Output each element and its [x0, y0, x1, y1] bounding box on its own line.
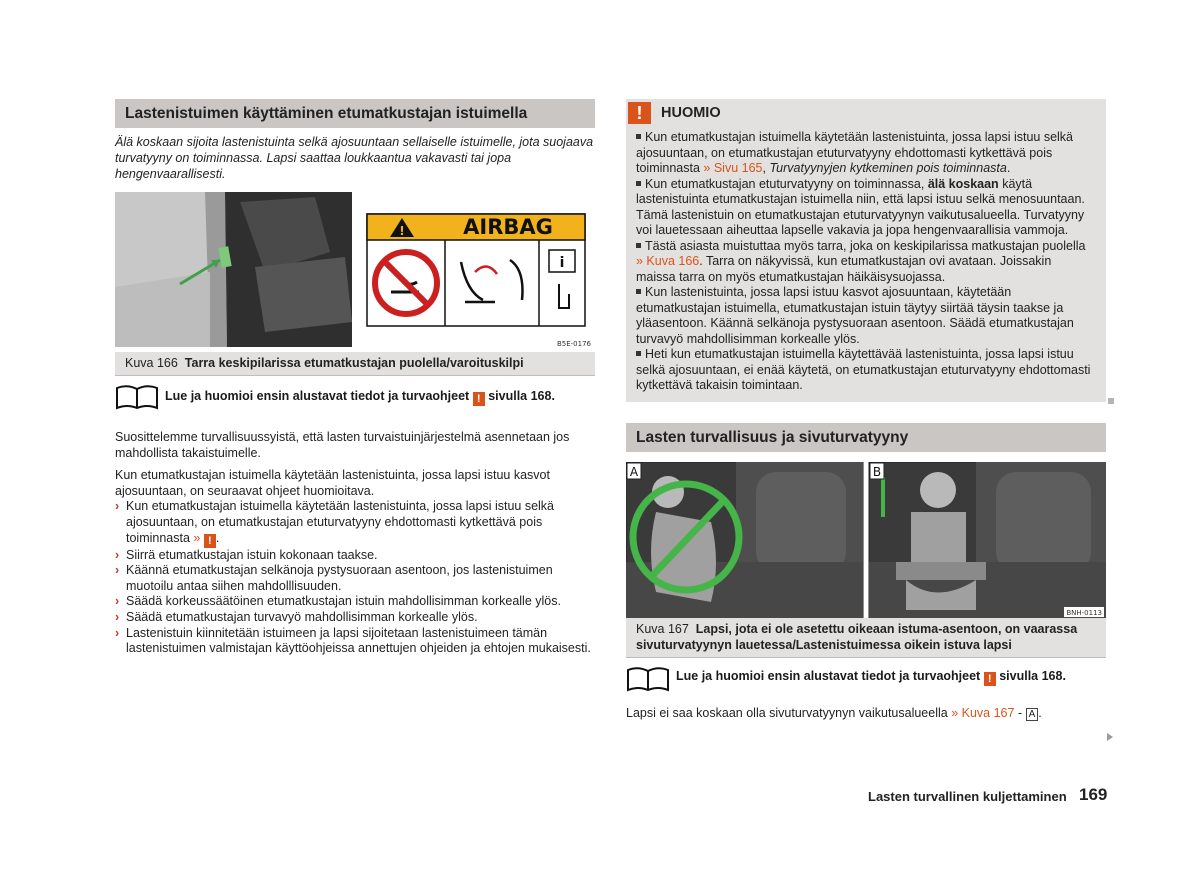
step-arrow-icon: ›: [115, 499, 120, 514]
note-text: Lue ja huomioi ensin alustavat tiedot ja turvaohjeet: [165, 389, 470, 403]
warning-item: Kun etumatkustajan etuturvatyyny on toiminnassa, älä koskaan käytä lastenistuinta etumatkustajan istuimella niin, että lapsi istuu selkä menosuuntaan. Tämä lastenistuin on etumatkustajan etuturvatyynyn vaikutusalueella. Turvatyyny voi lauetessaan aiheuttaa lapselle vakavia ja jopa hengenvaarallisia vammoja.: [636, 176, 1085, 237]
warning-box: [626, 99, 1106, 402]
figure-166-image: [115, 192, 595, 352]
step-item: › Kun etumatkustajan istuimella käytetään lastenistuinta, jossa lapsi istuu selkä ajosuuntaan, on etumatkustajan etuturvatyyny ehdottomasti kytkettävä pois toiminnasta » ! .: [115, 499, 555, 547]
figure-166-code: B5E-0176: [556, 340, 591, 348]
step-item: › Lastenistuin kiinnitetään istuimeen ja lapsi sijoitetaan lastenistuimeen tämän lastenistuimen valmistajan käyttöohjeissa annettujen ohjeiden ja ehtojen mukaisesti.: [115, 625, 591, 656]
step-item: › Käännä etumatkustajan selkänoja pystysuoraan asentoon, jos lastenistuimen muotoilu antaa siihen mahdolllisuuden.: [115, 563, 553, 593]
warning-item: Tästä asiasta muistuttaa myös tarra, joka on keskipilarissa matkustajan puolella » Kuva 166. Tarra on näkyvissä, kun etumatkustajan ovi avataan. Joissakin maissa tarra on myös etumatkustajan häikäisysuojassa.: [636, 238, 1086, 284]
continue-arrow-icon: [1107, 733, 1113, 741]
warning-icon: !: [473, 392, 485, 406]
step-item: › Säädä etumatkustajan turvavyö mahdollisimman korkealle ylös.: [115, 609, 478, 624]
bullet-square-icon: [636, 351, 641, 356]
note-text: Lue ja huomioi ensin alustavat tiedot ja turvaohjeet: [676, 668, 981, 683]
svg-text:i: i: [559, 255, 565, 271]
figure-167-caption: [626, 618, 1106, 657]
paragraph-instructions: Kun etumatkustajan istuimella käytetään lastenistuinta, jossa lapsi istuu kasvot ajosuuntaan, on seuraavat ohjeet huomioitava.: [115, 468, 550, 498]
warning-box-header: [626, 99, 1106, 126]
warning-title: HUOMIO: [661, 104, 721, 121]
figure-166-caption: [115, 352, 595, 375]
step-item: › Säädä korkeussäätöinen etumatkustajan istuin mahdollisimman korkealle ylös.: [115, 594, 561, 609]
page-number: 169: [1079, 785, 1108, 804]
warning-body: [626, 126, 1106, 394]
left-body: [115, 430, 595, 657]
caption-number: Kuva 166: [125, 356, 178, 370]
step-arrow-icon: ›: [115, 547, 120, 562]
final-paragraph: Lapsi ei saa koskaan olla sivuturvatyynyn vaikutusalueella » Kuva 167 - A .: [626, 705, 1042, 720]
step-item: › Siirrä etumatkustajan istuin kokonaan taakse.: [115, 547, 378, 562]
note-page-ref[interactable]: sivulla 168.: [999, 668, 1066, 683]
right-column: [626, 99, 1106, 721]
section-title: Lastenistuimen käyttäminen etumatkustajan istuimella: [115, 99, 595, 128]
figure-166: [115, 192, 595, 376]
note-page-ref[interactable]: sivulla 168.: [488, 389, 555, 403]
warning-icon: !: [204, 534, 216, 548]
svg-text:!: !: [399, 224, 405, 238]
book-icon: [626, 666, 670, 692]
bullet-square-icon: [636, 134, 641, 139]
figure-ref-box: A: [1026, 708, 1039, 721]
figure-167: [626, 462, 1106, 658]
caption-text: Tarra keskipilarissa etumatkustajan puolella/varoituskilpi: [184, 356, 524, 370]
warning-item: Kun lastenistuinta, jossa lapsi istuu kasvot ajosuuntaan, käytetään etumatkustajan istuimella, etumatkustajan istuin täytyy siirtää täysin taakse ja yläasentoon. Käännä selkänoja pystysuoraan asentoon. Säädä etumatkustajan turvavyö mahdollisimman korkealle ylös.: [636, 285, 1074, 346]
safety-note: [115, 384, 595, 410]
steps-list: [115, 499, 595, 656]
figure-label-b: B: [872, 464, 882, 479]
cross-reference-link[interactable]: » Kuva 167: [951, 705, 1015, 720]
cross-reference-link[interactable]: » Kuva 166: [636, 254, 700, 268]
step-arrow-icon: ›: [115, 594, 120, 609]
bullet-square-icon: [636, 181, 641, 186]
step-arrow-icon: ›: [115, 625, 120, 640]
figure-167-code: BNH-0113: [1066, 608, 1102, 617]
airbag-label: AIRBAG: [463, 215, 553, 239]
caption-text: Lapsi, jota ei ole asetettu oikeaan istuma-asentoon, on vaarassa sivuturvatyynyn lauetessa/Lastenistuimessa oikein istuva lapsi: [636, 621, 1078, 652]
left-column: [115, 99, 595, 657]
figure-167-image: [626, 462, 1106, 618]
warning-icon: !: [628, 102, 651, 124]
warning-item: Kun etumatkustajan istuimella käytetään lastenistuinta, jossa lapsi istuu selkä ajosuuntaan, on etumatkustajan etuturvatyyny ehdottomasti kytkettävä pois toiminnasta » Sivu 165, Turvatyynyjen kytkeminen pois toiminnasta.: [636, 130, 1074, 175]
warning-icon: !: [984, 672, 996, 686]
section-intro: Älä koskaan sijoita lastenistuinta selkä ajosuuntaan sellaiselle istuimelle, jota suojaava turvatyyny on toiminnassa. Lapsi saattaa loukkaantua vakavasti tai jopa hengenvaarallisesti.: [115, 135, 594, 181]
safety-note: [626, 666, 1106, 692]
book-icon: [115, 384, 159, 410]
caption-number: Kuva 167: [636, 621, 689, 636]
bullet-square-icon: [636, 243, 641, 248]
section-title: Lasten turvallisuus ja sivuturvatyyny: [626, 423, 1106, 452]
step-arrow-icon: ›: [115, 609, 120, 624]
warning-item: Heti kun etumatkustajan istuimella käytettävää lastenistuinta, jossa lapsi istuu selkä ajosuuntaan, ei enää käytetä, on etumatkustajan etuturvatyyny ehdottomasti kytkettävä takaisin toimintaan.: [636, 347, 1091, 392]
footer-chapter-title: Lasten turvallinen kuljettaminen: [868, 789, 1067, 804]
paragraph-recommendation: Suosittelemme turvallisuussyistä, että lasten turvaistuinjärjestelmä asennetaan jos mahdollista takaistuimelle.: [115, 430, 570, 460]
step-arrow-icon: ›: [115, 563, 120, 578]
figure-label-a: A: [629, 464, 639, 479]
cross-reference-link[interactable]: »: [193, 530, 201, 545]
cross-reference-link[interactable]: » Sivu 165: [703, 161, 763, 175]
bullet-square-icon: [636, 289, 641, 294]
end-marker-icon: [1108, 398, 1114, 404]
